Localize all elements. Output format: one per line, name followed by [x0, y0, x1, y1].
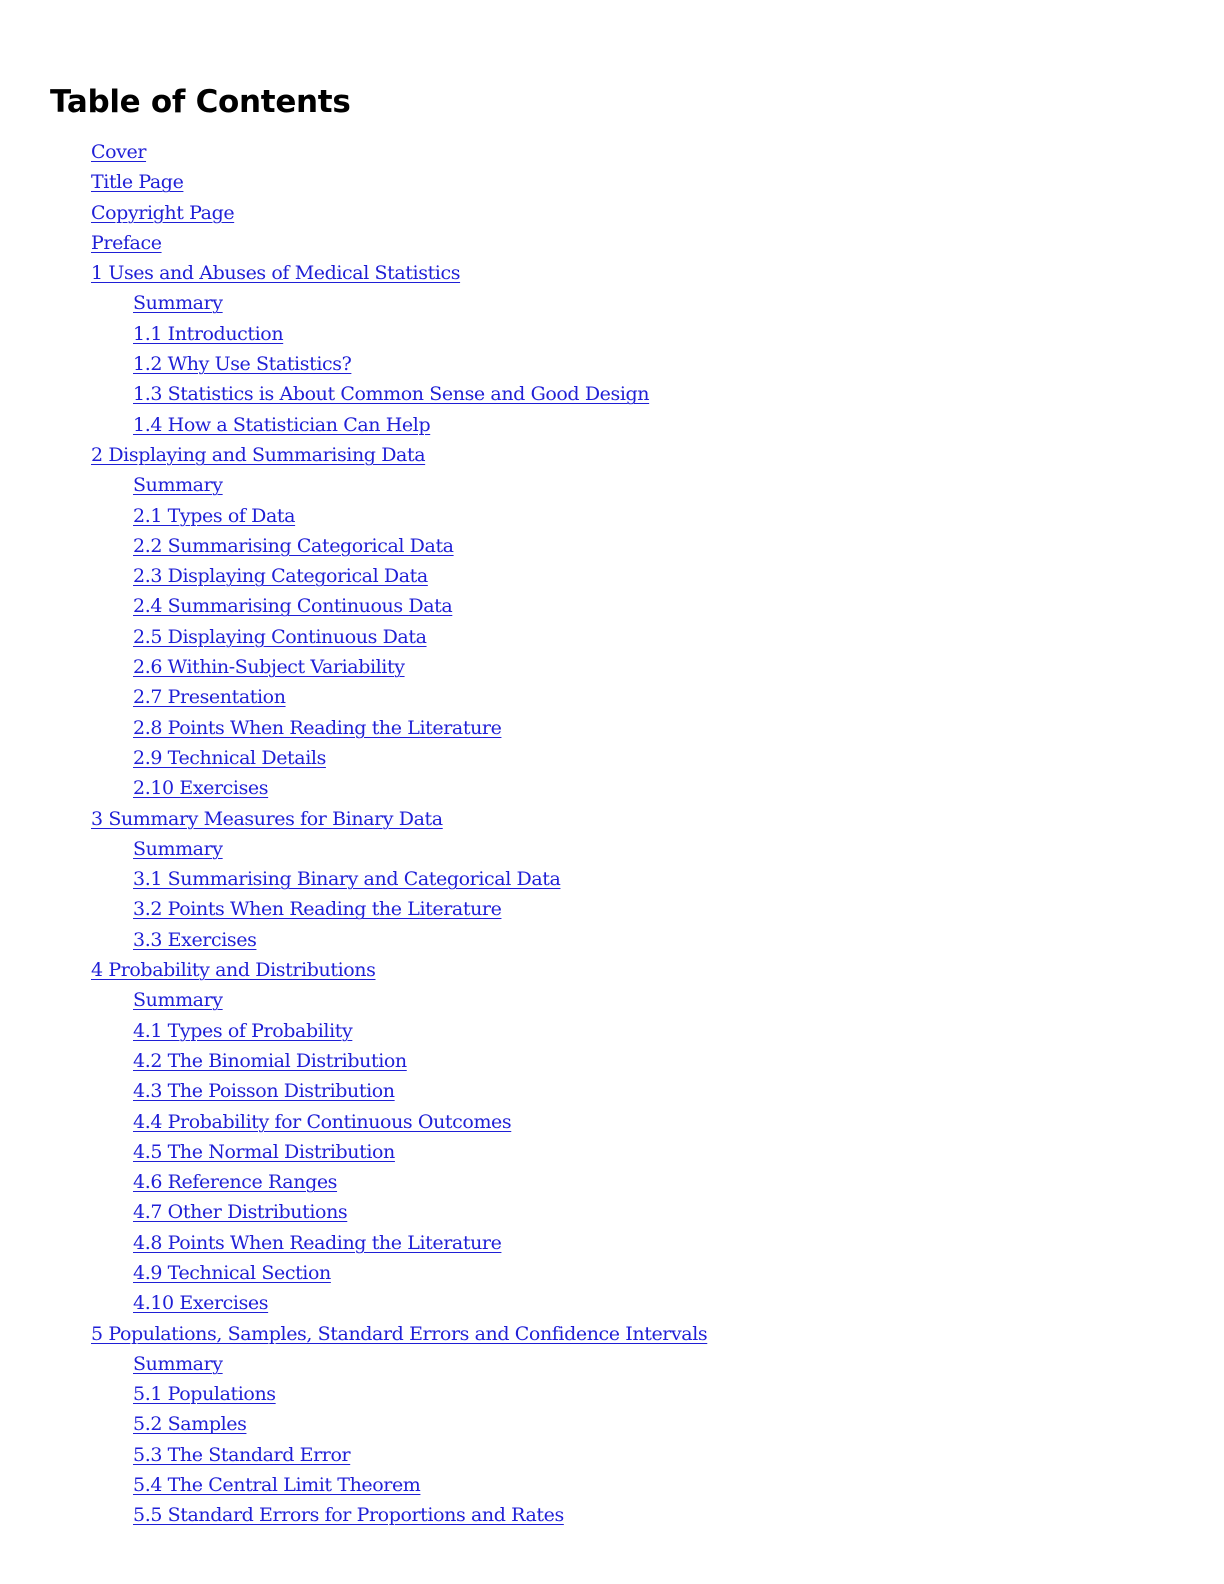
toc-link[interactable]: 3.2 Points When Reading the Literature — [133, 898, 502, 921]
toc-link[interactable]: 2 Displaying and Summarising Data — [91, 443, 426, 466]
toc-link[interactable]: 1.3 Statistics is About Common Sense and Good Design — [133, 383, 650, 406]
toc-link[interactable]: 2.9 Technical Details — [133, 746, 326, 769]
toc-link[interactable]: 3.1 Summarising Binary and Categorical Data — [133, 868, 561, 891]
toc-link[interactable]: 3.3 Exercises — [133, 928, 257, 951]
toc-chapter-entry — [0, 955, 707, 985]
toc-link[interactable]: Summary — [133, 292, 223, 315]
toc-section-entry — [0, 713, 707, 743]
toc-link[interactable]: 1 Uses and Abuses of Medical Statistics — [91, 262, 461, 285]
toc-section-entry — [0, 1228, 707, 1258]
toc-link[interactable]: 5.2 Samples — [133, 1413, 247, 1436]
page-title: Table of Contents — [50, 84, 351, 120]
toc-chapter-entry — [0, 137, 707, 167]
toc-link[interactable]: 1.2 Why Use Statistics? — [133, 353, 352, 376]
toc-section-entry — [0, 1440, 707, 1470]
toc-section-entry — [0, 349, 707, 379]
toc-section-entry — [0, 773, 707, 803]
toc-section-entry — [0, 1076, 707, 1106]
toc-section-entry — [0, 1288, 707, 1318]
toc-link[interactable]: 4.9 Technical Section — [133, 1261, 331, 1284]
toc-section-entry — [0, 410, 707, 440]
toc-section-entry — [0, 1349, 707, 1379]
toc-section-entry — [0, 501, 707, 531]
toc-link[interactable]: 4.7 Other Distributions — [133, 1201, 348, 1224]
toc-section-entry — [0, 319, 707, 349]
toc-link[interactable]: 2.1 Types of Data — [133, 504, 296, 527]
toc-section-entry — [0, 1258, 707, 1288]
toc-link[interactable]: 4.5 The Normal Distribution — [133, 1140, 395, 1163]
toc-link[interactable]: Copyright Page — [91, 201, 235, 224]
toc-list — [0, 137, 707, 1531]
toc-link[interactable]: Title Page — [91, 171, 184, 194]
toc-section-entry — [0, 622, 707, 652]
toc-link[interactable]: 1.4 How a Statistician Can Help — [133, 413, 431, 436]
toc-section-entry — [0, 561, 707, 591]
toc-link[interactable]: 4.6 Reference Ranges — [133, 1171, 338, 1194]
toc-link[interactable]: 5.1 Populations — [133, 1383, 276, 1406]
toc-chapter-entry — [0, 258, 707, 288]
toc-chapter-entry — [0, 167, 707, 197]
toc-link[interactable]: Summary — [133, 837, 223, 860]
toc-section-entry — [0, 652, 707, 682]
toc-link[interactable]: 2.2 Summarising Categorical Data — [133, 534, 454, 557]
toc-link[interactable]: 2.7 Presentation — [133, 686, 286, 709]
toc-link[interactable]: 4 Probability and Distributions — [91, 959, 376, 982]
toc-chapter-entry — [0, 804, 707, 834]
toc-section-entry — [0, 925, 707, 955]
toc-link[interactable]: 5 Populations, Samples, Standard Errors and Confidence Intervals — [91, 1322, 708, 1345]
toc-link[interactable]: 4.1 Types of Probability — [133, 1019, 353, 1042]
toc-section-entry — [0, 379, 707, 409]
toc-link[interactable]: Summary — [133, 474, 223, 497]
toc-section-entry — [0, 1470, 707, 1500]
toc-section-entry — [0, 1197, 707, 1227]
toc-chapter-entry — [0, 228, 707, 258]
toc-link[interactable]: 4.10 Exercises — [133, 1292, 269, 1315]
toc-section-entry — [0, 1137, 707, 1167]
toc-section-entry — [0, 531, 707, 561]
toc-section-entry — [0, 1167, 707, 1197]
toc-link[interactable]: 4.3 The Poisson Distribution — [133, 1080, 395, 1103]
toc-section-entry — [0, 1046, 707, 1076]
toc-section-entry — [0, 1107, 707, 1137]
toc-link[interactable]: 4.8 Points When Reading the Literature — [133, 1231, 502, 1254]
toc-chapter-entry — [0, 198, 707, 228]
toc-link[interactable]: 2.10 Exercises — [133, 777, 269, 800]
toc-section-entry — [0, 470, 707, 500]
toc-link[interactable]: Summary — [133, 989, 223, 1012]
toc-link[interactable]: 2.4 Summarising Continuous Data — [133, 595, 453, 618]
toc-link[interactable]: 4.4 Probability for Continuous Outcomes — [133, 1110, 512, 1133]
toc-link[interactable]: 5.5 Standard Errors for Proportions and Rates — [133, 1504, 564, 1527]
toc-section-entry — [0, 985, 707, 1015]
toc-section-entry — [0, 864, 707, 894]
toc-link[interactable]: 4.2 The Binomial Distribution — [133, 1049, 407, 1072]
toc-section-entry — [0, 1500, 707, 1530]
toc-link[interactable]: 2.8 Points When Reading the Literature — [133, 716, 502, 739]
toc-section-entry — [0, 1016, 707, 1046]
toc-section-entry — [0, 1379, 707, 1409]
toc-section-entry — [0, 834, 707, 864]
toc-link[interactable]: Preface — [91, 231, 162, 254]
toc-link[interactable]: 5.4 The Central Limit Theorem — [133, 1474, 421, 1497]
toc-link[interactable]: Cover — [91, 141, 147, 163]
toc-link[interactable]: Summary — [133, 1352, 223, 1375]
toc-chapter-entry — [0, 1319, 707, 1349]
toc-section-entry — [0, 894, 707, 924]
toc-link[interactable]: 3 Summary Measures for Binary Data — [91, 807, 443, 830]
toc-section-entry — [0, 591, 707, 621]
toc-link[interactable]: 2.3 Displaying Categorical Data — [133, 565, 428, 588]
toc-section-entry — [0, 743, 707, 773]
toc-chapter-entry — [0, 440, 707, 470]
toc-link[interactable]: 2.6 Within-Subject Variability — [133, 656, 405, 679]
toc-section-entry — [0, 1409, 707, 1439]
toc-section-entry — [0, 288, 707, 318]
toc-link[interactable]: 5.3 The Standard Error — [133, 1443, 351, 1466]
toc-section-entry — [0, 682, 707, 712]
toc-link[interactable]: 2.5 Displaying Continuous Data — [133, 625, 427, 648]
toc-link[interactable]: 1.1 Introduction — [133, 322, 284, 345]
